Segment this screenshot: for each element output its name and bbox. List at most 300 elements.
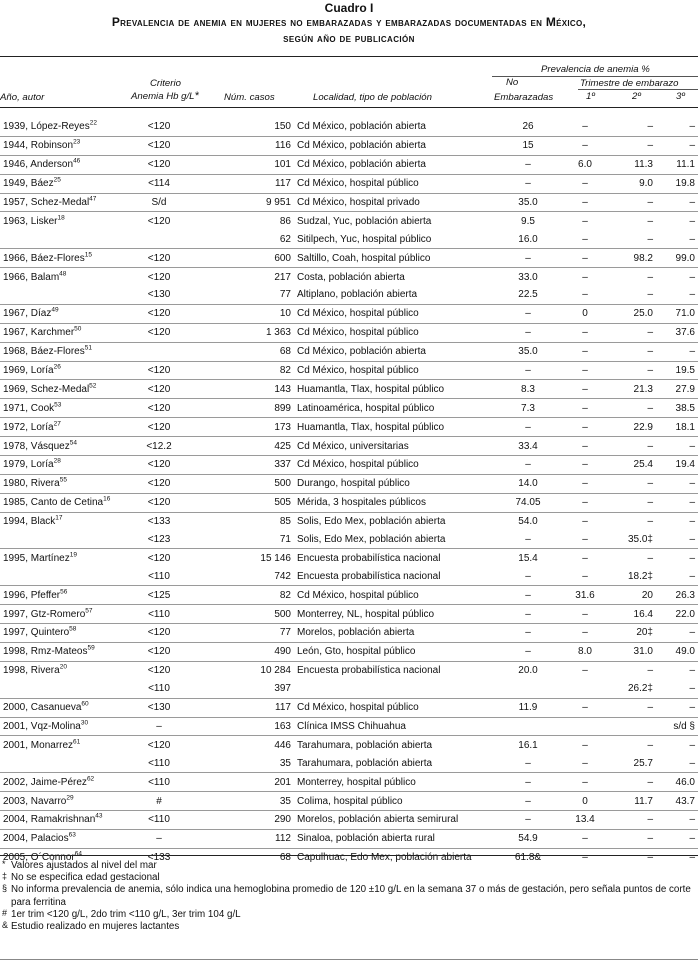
cases-cell: 10 bbox=[194, 304, 294, 323]
location-cell: Cd México, hospital público bbox=[294, 698, 490, 717]
cases-cell: 1 363 bbox=[194, 323, 294, 342]
trimester-3-cell: 71.0 bbox=[656, 304, 698, 323]
location-cell: Cd México, población abierta bbox=[297, 121, 426, 133]
criteria-cell: <110 bbox=[148, 570, 170, 582]
table-row bbox=[0, 230, 698, 248]
trimester-2-cell: 35.0‡ bbox=[627, 534, 653, 546]
criteria-cell: <120 bbox=[124, 212, 194, 230]
criteria-cell: <120 bbox=[124, 661, 194, 679]
trimester-2-cell: 16.4 bbox=[604, 605, 656, 624]
trimester-group-header: Trimestre de embarazo bbox=[580, 78, 679, 89]
trimester-2-cell: 9.0 bbox=[604, 174, 656, 193]
cases-cell: 9 951 bbox=[194, 193, 294, 212]
author-cell: 1966, Balam$^{48}$ bbox=[0, 268, 124, 286]
trimester-2-cell: – bbox=[604, 736, 656, 754]
criteria-cell: <120 bbox=[124, 736, 194, 754]
criteria-cell bbox=[124, 342, 194, 361]
location-cell: Tarahumara, población abierta bbox=[294, 736, 490, 754]
prevalence-table bbox=[0, 118, 698, 867]
footnote: § No informa prevalencia de anemia, sólo indica una hemoglobina promedio de 120 ±10 g/L en la semana 37 o más de gestación, pero señala puntos de corte para ferritina bbox=[2, 883, 691, 908]
trimester-1-cell: – bbox=[566, 829, 604, 848]
author-cell: 1998, Rmz-Mateos$^{59}$ bbox=[0, 642, 124, 661]
cases-cell: 82 bbox=[194, 586, 294, 605]
footnote: * Valores ajustados al nivel del mar bbox=[2, 859, 157, 871]
author-cell: 1969, Schez-Medal$^{52}$ bbox=[0, 380, 124, 399]
cases-cell: 117 bbox=[194, 174, 294, 193]
author-cell: 1972, Loría$^{27}$ bbox=[0, 418, 124, 437]
table-row bbox=[0, 829, 698, 848]
location-cell: Solis, Edo Mex, población abierta bbox=[294, 512, 490, 530]
reference-number: 27 bbox=[53, 420, 61, 428]
table-row bbox=[0, 680, 698, 698]
author-cell bbox=[0, 230, 124, 248]
author-cell: 1957, Schez-Medal$^{47}$ bbox=[0, 193, 124, 212]
trimester-3-cell: 19.5 bbox=[656, 361, 698, 380]
not-pregnant-cell: – bbox=[490, 586, 566, 605]
trimester-1-cell: – bbox=[566, 212, 604, 230]
trimester-2-cell: – bbox=[604, 193, 656, 212]
trimester-3-cell: – bbox=[656, 212, 698, 230]
trimester-1-cell: 0 bbox=[566, 304, 604, 323]
table-row bbox=[0, 661, 698, 679]
cases-cell: 15 146 bbox=[194, 549, 294, 567]
not-pregnant-cell: 61.8& bbox=[490, 848, 566, 866]
cases-cell: 68 bbox=[194, 342, 294, 361]
not-pregnant-cell: – bbox=[490, 418, 566, 437]
location-cell: Sitilpech, Yuc, hospital público bbox=[297, 233, 432, 245]
cases-cell: 899 bbox=[194, 399, 294, 418]
location-cell: Cd México, población abierta bbox=[294, 136, 490, 155]
trimester-3-cell: – bbox=[656, 848, 698, 866]
author-cell: 1971, Cook$^{53}$ bbox=[0, 399, 124, 418]
location-cell: Mérida, 3 hospitales públicos bbox=[294, 493, 490, 512]
location-header: Localidad, tipo de población bbox=[313, 92, 432, 103]
table-row bbox=[0, 380, 698, 399]
criteria-cell: <120 bbox=[124, 642, 194, 661]
not-pregnant-cell: – bbox=[490, 810, 566, 829]
table-row bbox=[0, 361, 698, 380]
table-title-line2: según año de publicación bbox=[283, 33, 415, 45]
author-cell: 1966, Báez-Flores$^{15}$ bbox=[0, 249, 124, 268]
criteria-cell: <110 bbox=[148, 757, 170, 769]
trimester-2-cell: 26.2‡ bbox=[627, 683, 653, 695]
reference-number: 60 bbox=[81, 700, 89, 708]
criteria-cell: <120 bbox=[124, 249, 194, 268]
location-cell: Huamantla, Tlax, hospital público bbox=[294, 380, 490, 399]
trimester-2-cell: – bbox=[604, 848, 656, 866]
trimester-2-cell: 22.9 bbox=[604, 418, 656, 437]
trimester-1-cell: – bbox=[566, 848, 604, 866]
cases-cell: 10 284 bbox=[194, 661, 294, 679]
trimester-2-header: 2º bbox=[632, 91, 641, 102]
cases-cell: 77 bbox=[194, 624, 294, 643]
trimester-1-cell bbox=[566, 680, 604, 698]
trimester-1-cell: – bbox=[566, 474, 604, 493]
trimester-3-cell: – bbox=[656, 193, 698, 212]
table-row bbox=[0, 810, 698, 829]
reference-number: 26 bbox=[53, 363, 61, 371]
author-cell: 1968, Báez-Flores$^{51}$ bbox=[0, 342, 124, 361]
footnote: # 1er trim <120 g/L, 2do trim <110 g/L, 3er trim 104 g/L bbox=[2, 907, 241, 920]
not-pregnant-cell: 33.0 bbox=[490, 268, 566, 286]
location-cell: Morelos, población abierta semirural bbox=[294, 810, 490, 829]
not-pregnant-cell: 8.3 bbox=[490, 380, 566, 399]
criteria-cell: <120 bbox=[124, 304, 194, 323]
author-cell bbox=[0, 286, 124, 304]
author-cell bbox=[0, 754, 124, 772]
trimester-1-cell: 6.0 bbox=[566, 155, 604, 174]
trimester-2-cell: 21.3 bbox=[604, 380, 656, 399]
cases-cell: 742 bbox=[274, 570, 291, 582]
location-cell: Sudzal, Yuc, población abierta bbox=[294, 212, 490, 230]
table-row bbox=[0, 605, 698, 624]
trimester-3-cell: – bbox=[656, 624, 698, 643]
trimester-2-cell: 20 bbox=[604, 586, 656, 605]
author-cell: 2005, O´Connor$^{64}$ bbox=[0, 848, 124, 866]
trimester-2-cell: 25.4 bbox=[604, 456, 656, 475]
trimester-3-cell: – bbox=[689, 683, 695, 695]
trimester-1-cell: – bbox=[566, 456, 604, 475]
trimester-1-cell: 0 bbox=[566, 792, 604, 811]
criteria-cell: – bbox=[124, 829, 194, 848]
criteria-cell: # bbox=[124, 792, 194, 811]
trimester-1-cell: – bbox=[566, 512, 604, 530]
author-cell: 2000, Casanueva$^{60}$ bbox=[0, 698, 124, 717]
trimester-1-cell: – bbox=[566, 549, 604, 567]
trimester-1-cell: – bbox=[566, 380, 604, 399]
not-pregnant-cell: 11.9 bbox=[490, 698, 566, 717]
author-cell: 1995, Martínez$^{19}$ bbox=[0, 549, 124, 567]
table-row bbox=[0, 586, 698, 605]
cases-cell: 35 bbox=[194, 792, 294, 811]
criteria-cell: <120 bbox=[124, 493, 194, 512]
trimester-2-cell: – bbox=[604, 773, 656, 792]
cases-cell: 337 bbox=[194, 456, 294, 475]
reference-number: 63 bbox=[68, 831, 76, 839]
cases-cell: 77 bbox=[279, 289, 291, 301]
table-row bbox=[0, 736, 698, 754]
author-cell bbox=[0, 567, 124, 585]
not-pregnant-cell: – bbox=[490, 174, 566, 193]
criteria-cell: <110 bbox=[124, 773, 194, 792]
not-pregnant-cell: – bbox=[490, 304, 566, 323]
location-cell: Costa, población abierta bbox=[294, 268, 490, 286]
criteria-cell: <123 bbox=[147, 534, 171, 546]
table-row bbox=[0, 437, 698, 456]
trimester-2-cell: – bbox=[604, 512, 656, 530]
location-cell: Colima, hospital público bbox=[294, 792, 490, 811]
reference-number: 25 bbox=[53, 176, 61, 184]
reference-number: 64 bbox=[74, 850, 82, 858]
author-cell: 1997, Quintero$^{58}$ bbox=[0, 624, 124, 643]
trimester-2-cell: 18.2‡ bbox=[627, 570, 653, 582]
trimester-3-cell: – bbox=[656, 736, 698, 754]
criteria-cell: <133 bbox=[124, 512, 194, 530]
not-pregnant-cell: 35.0 bbox=[490, 193, 566, 212]
trimester-1-cell: – bbox=[566, 773, 604, 792]
location-cell: Cd México, población abierta bbox=[294, 155, 490, 174]
prevalence-group-header: Prevalencia de anemia % bbox=[541, 64, 650, 75]
trimester-3-header: 3º bbox=[676, 91, 685, 102]
trimester-3-cell: 43.7 bbox=[656, 792, 698, 811]
reference-number: 43 bbox=[95, 813, 103, 821]
author-cell bbox=[0, 680, 124, 698]
not-pregnant-cell: 33.4 bbox=[490, 437, 566, 456]
location-cell: Cd México, hospital público bbox=[294, 174, 490, 193]
cases-cell: 290 bbox=[194, 810, 294, 829]
trimester-1-cell: – bbox=[582, 534, 588, 546]
cases-cell: 143 bbox=[194, 380, 294, 399]
trimester-3-cell: – bbox=[656, 136, 698, 155]
criteria-cell: <114 bbox=[124, 174, 194, 193]
trimester-3-cell: 26.3 bbox=[656, 586, 698, 605]
trimester-3-cell: 22.0 bbox=[656, 605, 698, 624]
author-cell: 1994, Black$^{17}$ bbox=[0, 512, 124, 530]
trimester-2-cell: 11.7 bbox=[604, 792, 656, 811]
trimester-3-cell: 99.0 bbox=[656, 249, 698, 268]
table-bottom-rule bbox=[0, 855, 698, 856]
trimester-3-cell: 19.8 bbox=[656, 174, 698, 193]
table-row bbox=[0, 136, 698, 155]
trimester-1-cell: – bbox=[582, 233, 588, 245]
not-pregnant-cell: – bbox=[490, 624, 566, 643]
trimester-2-cell: 11.3 bbox=[604, 155, 656, 174]
trimester-1-cell: – bbox=[566, 361, 604, 380]
reference-number: 59 bbox=[87, 645, 95, 653]
author-cell: 1967, Díaz$^{49}$ bbox=[0, 304, 124, 323]
trimester-3-cell: – bbox=[656, 549, 698, 567]
trimester-3-cell: – bbox=[689, 757, 695, 769]
trimester-2-cell: – bbox=[604, 661, 656, 679]
reference-number: 57 bbox=[85, 607, 93, 615]
cases-cell: 505 bbox=[194, 493, 294, 512]
location-cell: Morelos, población abierta bbox=[294, 624, 490, 643]
criteria-cell: <120 bbox=[124, 155, 194, 174]
cases-cell: 82 bbox=[194, 361, 294, 380]
trimester-2-cell: – bbox=[604, 437, 656, 456]
trimester-1-cell: – bbox=[582, 121, 588, 133]
table-row bbox=[0, 567, 698, 585]
location-cell: Monterrey, NL, hospital público bbox=[294, 605, 490, 624]
cases-cell: 173 bbox=[194, 418, 294, 437]
not-pregnant-cell: – bbox=[490, 323, 566, 342]
location-cell: Tarahumara, población abierta bbox=[297, 757, 433, 769]
not-pregnant-cell: 9.5 bbox=[490, 212, 566, 230]
reference-number: 52 bbox=[89, 382, 97, 390]
trimester-1-cell: 13.4 bbox=[566, 810, 604, 829]
trimester-2-cell: – bbox=[604, 136, 656, 155]
reference-number: 20 bbox=[59, 663, 67, 671]
author-cell: 1978, Vásquez$^{54}$ bbox=[0, 437, 124, 456]
trimester-2-cell: – bbox=[604, 493, 656, 512]
trimester-2-cell: – bbox=[604, 212, 656, 230]
criteria-cell: <120 bbox=[147, 121, 171, 133]
not-pregnant-cell: – bbox=[525, 757, 531, 769]
table-label: Cuadro I bbox=[324, 1, 374, 15]
footnotes bbox=[2, 860, 692, 933]
not-pregnant-cell: 15 bbox=[490, 136, 566, 155]
trimester-3-cell: 38.5 bbox=[656, 399, 698, 418]
reference-number: 18 bbox=[57, 214, 65, 222]
trimester-3-cell: 19.4 bbox=[656, 456, 698, 475]
table-row bbox=[0, 773, 698, 792]
criteria-cell: <130 bbox=[147, 289, 171, 301]
page-bottom-rule bbox=[0, 959, 698, 960]
not-pregnant-header-line2: Embarazadas bbox=[494, 92, 554, 103]
trimester-2-cell bbox=[604, 717, 656, 736]
trimester-1-cell: – bbox=[566, 136, 604, 155]
trimester-3-cell: – bbox=[656, 342, 698, 361]
table-row bbox=[0, 493, 698, 512]
reference-number: 54 bbox=[69, 439, 77, 447]
criteria-cell: <120 bbox=[124, 624, 194, 643]
not-pregnant-cell: 14.0 bbox=[490, 474, 566, 493]
reference-number: 23 bbox=[73, 139, 81, 146]
trimester-2-cell: 25.0 bbox=[604, 304, 656, 323]
cases-cell: 68 bbox=[194, 848, 294, 866]
author-cell bbox=[0, 531, 124, 549]
location-cell: Durango, hospital público bbox=[294, 474, 490, 493]
location-cell: Cd México, hospital público bbox=[294, 456, 490, 475]
location-cell: Clínica IMSS Chihuahua bbox=[294, 717, 490, 736]
table-row bbox=[0, 474, 698, 493]
location-cell: Latinoamérica, hospital público bbox=[294, 399, 490, 418]
cases-cell: 425 bbox=[194, 437, 294, 456]
trimester-2-cell: 31.0 bbox=[604, 642, 656, 661]
table-row bbox=[0, 268, 698, 286]
trimester-1-cell: – bbox=[566, 399, 604, 418]
not-pregnant-cell: 22.5 bbox=[518, 289, 538, 301]
table-row bbox=[0, 118, 698, 136]
trimester-3-cell: 49.0 bbox=[656, 642, 698, 661]
trimester-1-cell: 31.6 bbox=[566, 586, 604, 605]
cases-cell: 116 bbox=[194, 136, 294, 155]
table-row bbox=[0, 512, 698, 530]
table-row bbox=[0, 249, 698, 268]
trimester-2-cell: – bbox=[604, 474, 656, 493]
not-pregnant-cell: 15.4 bbox=[490, 549, 566, 567]
cases-cell: 500 bbox=[194, 474, 294, 493]
trimester-1-cell: – bbox=[566, 605, 604, 624]
reference-number: 46 bbox=[73, 157, 81, 165]
reference-number: 47 bbox=[89, 195, 97, 203]
trimester-group-rule bbox=[578, 89, 698, 90]
trimester-2-cell: 20‡ bbox=[604, 624, 656, 643]
criteria-cell: <110 bbox=[124, 605, 194, 624]
trimester-2-cell: – bbox=[647, 233, 653, 245]
reference-number: 55 bbox=[59, 477, 67, 485]
not-pregnant-cell: – bbox=[490, 642, 566, 661]
criteria-cell: <120 bbox=[124, 361, 194, 380]
trimester-3-cell: 18.1 bbox=[656, 418, 698, 437]
location-cell: Cd México, hospital público bbox=[294, 586, 490, 605]
trimester-1-cell: 8.0 bbox=[566, 642, 604, 661]
footnote: & Estudio realizado en mujeres lactantes bbox=[2, 920, 180, 933]
not-pregnant-cell: 16.0 bbox=[518, 233, 538, 245]
criteria-cell: <120 bbox=[124, 418, 194, 437]
criteria-cell: <120 bbox=[124, 549, 194, 567]
trimester-1-header: 1º bbox=[586, 91, 595, 102]
reference-number: 51 bbox=[84, 344, 92, 352]
reference-number: 28 bbox=[53, 458, 61, 466]
not-pregnant-cell: – bbox=[490, 361, 566, 380]
location-cell: Cd México, hospital público bbox=[294, 323, 490, 342]
cases-cell: 150 bbox=[274, 121, 291, 133]
location-cell: Monterrey, hospital público bbox=[294, 773, 490, 792]
cases-cell: 600 bbox=[194, 249, 294, 268]
reference-number: 58 bbox=[69, 626, 77, 634]
not-pregnant-cell: – bbox=[490, 456, 566, 475]
trimester-2-cell: – bbox=[604, 342, 656, 361]
trimester-2-cell: – bbox=[604, 323, 656, 342]
table-row bbox=[0, 642, 698, 661]
trimester-1-cell: – bbox=[566, 698, 604, 717]
trimester-3-cell: – bbox=[656, 698, 698, 717]
not-pregnant-cell: 54.9 bbox=[490, 829, 566, 848]
trimester-3-cell: – bbox=[689, 121, 695, 133]
author-cell: 1944, Robinson$^{23}$ bbox=[0, 136, 124, 155]
cases-cell: 446 bbox=[194, 736, 294, 754]
prevalence-group-rule bbox=[492, 76, 698, 77]
trimester-1-cell: – bbox=[566, 193, 604, 212]
location-cell: Cd México, universitarias bbox=[294, 437, 490, 456]
criteria-cell: <120 bbox=[124, 323, 194, 342]
trimester-1-cell: – bbox=[566, 249, 604, 268]
trimester-1-cell: – bbox=[566, 437, 604, 456]
trimester-3-cell: – bbox=[689, 233, 695, 245]
table-row bbox=[0, 212, 698, 230]
trimester-3-cell: – bbox=[656, 474, 698, 493]
trimester-2-cell: – bbox=[604, 698, 656, 717]
location-cell bbox=[294, 680, 490, 698]
table-row bbox=[0, 456, 698, 475]
trimester-1-cell: – bbox=[566, 323, 604, 342]
cases-cell: 217 bbox=[194, 268, 294, 286]
location-cell: León, Gto, hospital público bbox=[294, 642, 490, 661]
not-pregnant-cell bbox=[490, 717, 566, 736]
trimester-3-cell: 37.6 bbox=[656, 323, 698, 342]
not-pregnant-cell: – bbox=[490, 249, 566, 268]
author-cell: 1979, Loría$^{28}$ bbox=[0, 456, 124, 475]
trimester-3-cell: – bbox=[656, 829, 698, 848]
criteria-cell: <133 bbox=[124, 848, 194, 866]
trimester-3-cell: 11.1 bbox=[656, 155, 698, 174]
location-cell: Huamantla, Tlax, hospital público bbox=[294, 418, 490, 437]
location-cell: Sinaloa, población abierta rural bbox=[294, 829, 490, 848]
author-header: Año, autor bbox=[0, 92, 45, 103]
cases-cell: 117 bbox=[194, 698, 294, 717]
author-cell: 1946, Anderson$^{46}$ bbox=[0, 155, 124, 174]
table-row bbox=[0, 304, 698, 323]
reference-number: 49 bbox=[51, 307, 59, 315]
not-pregnant-cell: – bbox=[525, 570, 531, 582]
cases-cell: 35 bbox=[279, 757, 291, 769]
trimester-3-cell: 27.9 bbox=[656, 380, 698, 399]
author-cell: 2001, Vqz-Molina$^{30}$ bbox=[0, 717, 124, 736]
reference-number: 29 bbox=[66, 794, 74, 802]
criteria-cell: <110 bbox=[124, 810, 194, 829]
location-cell: Encuesta probabilística nacional bbox=[294, 549, 490, 567]
author-cell: 2002, Jaime-Pérez$^{62}$ bbox=[0, 773, 124, 792]
trimester-1-cell bbox=[566, 717, 604, 736]
criteria-cell bbox=[124, 230, 194, 248]
trimester-3-cell: – bbox=[656, 810, 698, 829]
author-cell: 2003, Navarro$^{29}$ bbox=[0, 792, 124, 811]
author-cell: 1980, Rivera$^{55}$ bbox=[0, 474, 124, 493]
trimester-3-cell: – bbox=[689, 534, 695, 546]
cases-header: Núm. casos bbox=[224, 92, 275, 103]
trimester-3-cell: 46.0 bbox=[656, 773, 698, 792]
